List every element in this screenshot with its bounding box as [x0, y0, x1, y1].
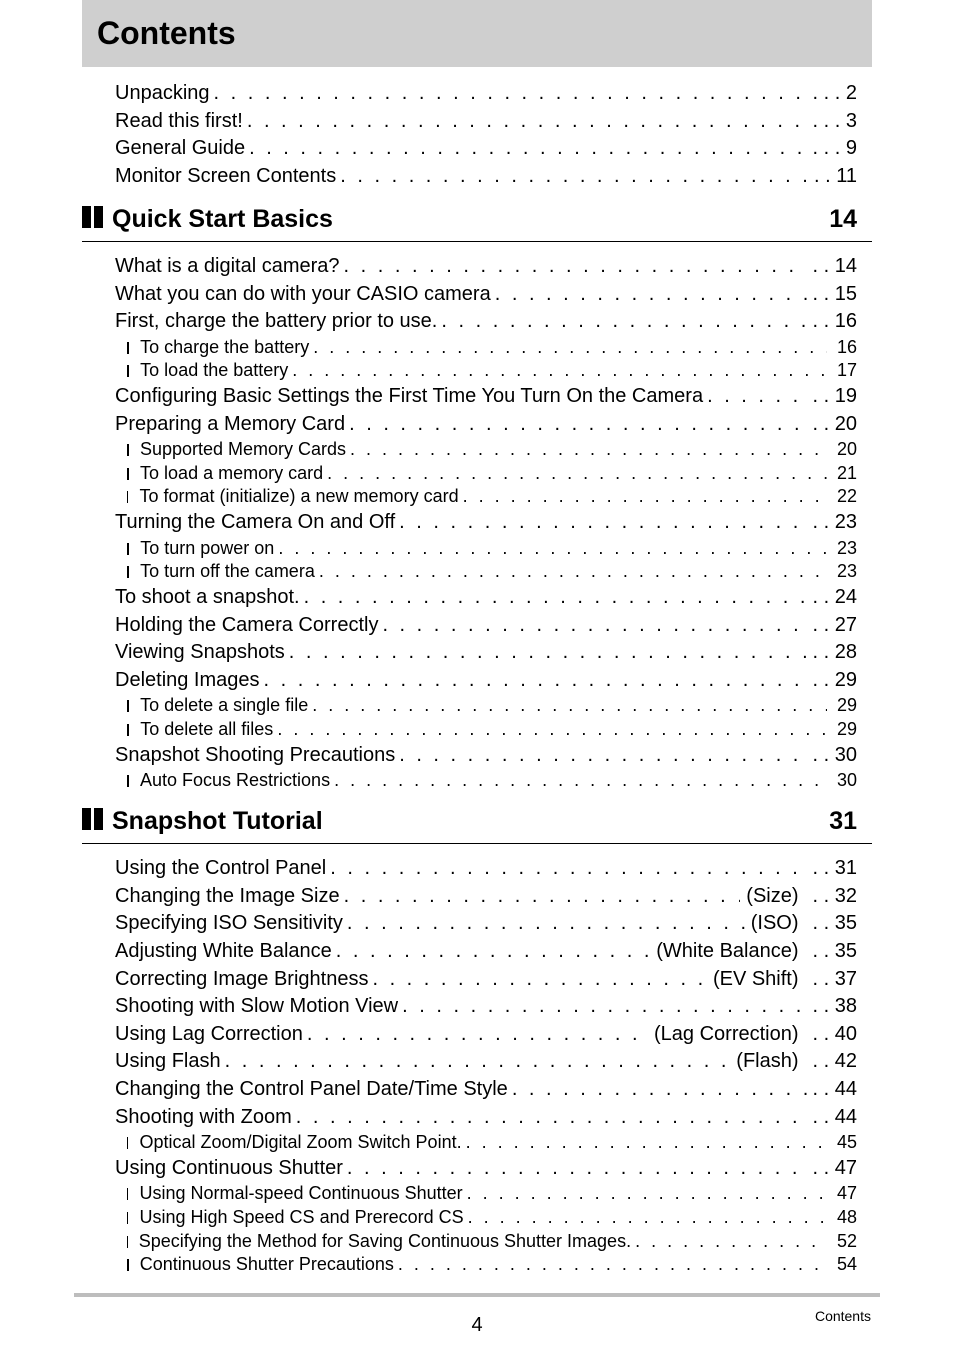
leader-dots — [441, 310, 806, 333]
toc-entry-label: Optical Zoom/Digital Zoom Switch Point. — [139, 1132, 462, 1152]
leader-dots — [372, 968, 706, 991]
toc-entry-label: First, charge the battery prior to use. — [115, 310, 438, 332]
leader-dots — [225, 1050, 731, 1073]
toc-entry-page: . . . 2 — [812, 82, 857, 104]
toc-entry[interactable] — [115, 641, 857, 667]
toc-subentry[interactable] — [127, 486, 857, 508]
toc-subentry[interactable] — [127, 439, 857, 461]
section-marker-icon — [82, 206, 104, 228]
footer-label: Contents — [814, 1308, 871, 1324]
leader-dots — [289, 641, 807, 664]
toc-entry[interactable] — [115, 511, 857, 537]
toc-entry-label: Supported Memory Cards — [139, 439, 347, 459]
bullet-icon — [127, 468, 129, 480]
leader-dots — [292, 360, 827, 381]
leader-dots — [319, 561, 827, 582]
leader-dots — [264, 669, 807, 692]
toc-entry-label: To turn off the camera — [140, 561, 315, 581]
bullet-icon — [127, 342, 129, 354]
toc-entry-page: . . 31 — [812, 857, 857, 879]
toc-subentry[interactable] — [127, 695, 857, 717]
leader-dots — [327, 463, 827, 484]
toc-entry-page: 29 — [836, 719, 857, 739]
leader-dots — [398, 1254, 827, 1275]
bullet-icon — [127, 1236, 128, 1248]
toc-entry-label: Adjusting White Balance — [115, 940, 332, 962]
toc-entry-label: Viewing Snapshots — [115, 641, 285, 663]
toc-entry-label: Holding the Camera Correctly — [115, 614, 379, 636]
leader-dots — [278, 538, 827, 559]
toc-entry-label: What you can do with your CASIO camera — [115, 283, 491, 305]
toc-entry[interactable] — [115, 586, 857, 612]
toc-entry-page: 29 — [836, 695, 857, 715]
toc-entry-label: Using Lag Correction — [115, 1023, 303, 1045]
toc-subentry[interactable] — [127, 1132, 857, 1154]
toc-entry-label: Shooting with Zoom — [115, 1106, 292, 1128]
toc-entry[interactable] — [115, 968, 857, 994]
toc-entry-page: . . 32 — [812, 885, 857, 907]
bullet-icon — [127, 1188, 128, 1200]
toc-entry-function: (Size) — [746, 885, 799, 907]
toc-entry[interactable] — [115, 940, 857, 966]
toc-entry[interactable] — [115, 283, 857, 309]
toc-entry[interactable] — [115, 669, 857, 695]
toc-entry-label: Turning the Camera On and Off — [115, 511, 396, 533]
toc-entry-page: 22 — [836, 486, 857, 506]
leader-dots — [336, 940, 650, 963]
toc-entry-page: . . 11 — [814, 165, 857, 187]
leader-dots — [347, 912, 745, 935]
toc-entry-page: . . 23 — [812, 511, 857, 533]
toc-entry-function: (EV Shift) — [712, 968, 799, 990]
leader-dots — [399, 511, 806, 534]
toc-subentry[interactable] — [127, 770, 857, 792]
leader-dots — [349, 413, 806, 436]
toc-entry-page: 45 — [836, 1132, 857, 1152]
leader-dots — [382, 614, 806, 637]
toc-entry-label: To format (initialize) a new memory card — [139, 486, 459, 506]
toc-entry-label: To turn power on — [140, 538, 275, 558]
toc-entry[interactable] — [115, 885, 857, 911]
bullet-icon — [127, 1212, 128, 1224]
toc-entry-page: 23 — [836, 561, 857, 581]
toc-entry-label: Using Normal-speed Continuous Shutter — [139, 1183, 463, 1203]
leader-dots — [707, 385, 806, 408]
toc-entry-label: Continuous Shutter Precautions — [139, 1254, 394, 1274]
toc-entry-page: 48 — [836, 1207, 857, 1227]
toc-entry-label: Monitor Screen Contents — [115, 165, 337, 187]
toc-entry-function: (White Balance) — [656, 940, 799, 962]
bullet-icon — [127, 491, 128, 503]
toc-entry-label: Using High Speed CS and Prerecord CS — [139, 1207, 464, 1227]
toc-entry-page: . . 14 — [812, 255, 857, 277]
toc-entry-label: Changing the Image Size — [115, 885, 340, 907]
toc-entry-label: General Guide — [115, 137, 246, 159]
toc-entry-page: . . 24 — [812, 586, 857, 608]
toc-entry[interactable] — [115, 912, 857, 938]
leader-dots — [350, 439, 827, 460]
toc-entry-page: 54 — [836, 1254, 857, 1274]
leader-dots — [249, 137, 806, 160]
toc-entry-label: Shooting with Slow Motion View — [115, 995, 399, 1017]
toc-entry[interactable] — [115, 1050, 857, 1076]
toc-entry-page: 52 — [836, 1231, 857, 1251]
toc-entry-page: . . 37 — [812, 968, 857, 990]
toc-entry-label: To delete a single file — [140, 695, 309, 715]
toc-entry-page: . . . 9 — [812, 137, 857, 159]
toc-entry[interactable] — [115, 1078, 857, 1104]
toc-entry-page: . . 47 — [812, 1157, 857, 1179]
toc-entry-page: . . 15 — [812, 283, 857, 305]
leader-dots — [334, 770, 827, 791]
toc-entry[interactable] — [115, 614, 857, 640]
toc-entry-page: . . 44 — [812, 1106, 857, 1128]
leader-dots — [402, 995, 806, 1018]
bullet-icon — [127, 775, 129, 787]
section-title: Snapshot Tutorial — [112, 807, 323, 835]
toc-entry-page: . . 40 — [812, 1023, 857, 1045]
toc-entry-label: Changing the Control Panel Date/Time Style — [115, 1078, 508, 1100]
toc-entry-label: To load a memory card — [140, 463, 324, 483]
toc-entry-function: (Lag Correction) — [654, 1023, 799, 1045]
toc-entry-label: Specifying the Method for Saving Continuous Shutter Images. — [138, 1231, 632, 1251]
toc-entry[interactable] — [115, 110, 857, 136]
section-marker-icon — [82, 808, 104, 830]
toc-entry-page: . . 44 — [812, 1078, 857, 1100]
section-header-snapshot-tutorial[interactable] — [82, 804, 872, 844]
toc-entry[interactable] — [115, 1157, 857, 1183]
leader-dots — [312, 695, 827, 716]
toc-entry-page: 23 — [836, 538, 857, 558]
toc-entry-label: Snapshot Shooting Precautions — [115, 744, 396, 766]
toc-entry-page: 30 — [836, 770, 857, 790]
toc-subentry[interactable] — [127, 561, 857, 583]
toc-subentry[interactable] — [127, 1207, 857, 1229]
header-bar — [82, 0, 872, 67]
toc-entry-label: Specifying ISO Sensitivity — [115, 912, 343, 934]
leader-dots — [214, 82, 807, 105]
toc-entry-page: . . 42 — [812, 1050, 857, 1072]
toc-entry[interactable] — [115, 137, 857, 163]
bullet-icon — [127, 566, 129, 578]
toc-entry-page: 47 — [836, 1183, 857, 1203]
toc-entry[interactable] — [115, 255, 857, 281]
bullet-icon — [127, 1137, 128, 1149]
toc-entry[interactable] — [115, 413, 857, 439]
toc-entry-label: To delete all files — [140, 719, 274, 739]
toc-entry-page: . . 38 — [812, 995, 857, 1017]
toc-entry-page: . . 35 — [812, 912, 857, 934]
leader-dots — [463, 486, 827, 507]
toc-entry-function: (Flash) — [736, 1050, 799, 1072]
leader-dots — [247, 110, 807, 133]
leader-dots — [307, 1023, 648, 1046]
toc-entry[interactable] — [115, 744, 857, 770]
bullet-icon — [127, 724, 129, 736]
toc-entry-page: 20 — [836, 439, 857, 459]
toc-entry-function: (ISO) — [750, 912, 799, 934]
leader-dots — [344, 885, 741, 908]
toc-entry[interactable] — [115, 82, 857, 108]
toc-entry-page: . . 27 — [812, 614, 857, 636]
toc-entry-page: . . 16 — [812, 310, 857, 332]
section-title: Quick Start Basics — [112, 205, 333, 233]
leader-dots — [495, 283, 807, 306]
toc-entry-label: Correcting Image Brightness — [115, 968, 369, 990]
toc-entry-label: To charge the battery — [140, 337, 310, 357]
leader-dots — [468, 1207, 827, 1228]
toc-entry[interactable] — [115, 1106, 857, 1132]
bullet-icon — [127, 444, 129, 456]
toc-subentry[interactable] — [127, 1183, 857, 1205]
toc-entry-page: . . 20 — [812, 413, 857, 435]
toc-subentry[interactable] — [127, 1231, 857, 1253]
toc-entry[interactable] — [115, 995, 857, 1021]
toc-entry-page: . . 35 — [812, 940, 857, 962]
section-page: 31 — [829, 807, 857, 835]
toc-entry-label: To shoot a snapshot. — [115, 586, 300, 608]
toc-entry-label: Auto Focus Restrictions — [140, 770, 331, 790]
toc-entry[interactable] — [115, 857, 857, 883]
leader-dots — [296, 1106, 807, 1129]
bullet-icon — [127, 1259, 129, 1271]
leader-dots — [466, 1132, 827, 1153]
leader-dots — [347, 1157, 807, 1180]
toc-subentry[interactable] — [127, 360, 857, 382]
toc-entry-page: . . . 3 — [812, 110, 857, 132]
toc-entry-page: . . 29 — [812, 669, 857, 691]
toc-entry-page: . . 19 — [812, 385, 857, 407]
toc-entry-page: 16 — [836, 337, 857, 357]
toc-entry-label: Using Continuous Shutter — [115, 1157, 343, 1179]
toc-entry[interactable] — [115, 310, 857, 336]
toc-entry-label: What is a digital camera? — [115, 255, 340, 277]
bullet-icon — [127, 543, 129, 555]
bullet-icon — [127, 365, 129, 377]
toc-subentry[interactable] — [127, 538, 857, 560]
section-header-quick-start-basics[interactable] — [82, 202, 872, 242]
toc-entry-label: Configuring Basic Settings the First Time You Turn On the Camera — [115, 385, 704, 407]
bullet-icon — [127, 700, 129, 712]
leader-dots — [313, 337, 827, 358]
leader-dots — [277, 719, 827, 740]
toc-entry[interactable] — [115, 165, 857, 191]
leader-dots — [304, 586, 807, 609]
toc-entry[interactable] — [115, 1023, 857, 1049]
toc-entry-label: Using the Control Panel — [115, 857, 327, 879]
section-page: 14 — [829, 205, 857, 233]
footer-divider — [74, 1293, 880, 1297]
leader-dots — [330, 857, 806, 880]
page-title: Contents — [97, 15, 236, 51]
toc-entry-page: 21 — [836, 463, 857, 483]
leader-dots — [467, 1183, 827, 1204]
leader-dots — [635, 1231, 827, 1252]
toc-entry-label: Using Flash — [115, 1050, 221, 1072]
leader-dots — [340, 165, 808, 188]
toc-entry-label: Unpacking — [115, 82, 210, 104]
toc-entry[interactable] — [115, 385, 857, 411]
leader-dots — [512, 1078, 807, 1101]
toc-subentry[interactable] — [127, 1254, 857, 1276]
toc-entry-page: . . 30 — [812, 744, 857, 766]
toc-entry-label: To load the battery — [140, 360, 289, 380]
toc-subentry[interactable] — [127, 719, 857, 741]
leader-dots — [344, 255, 807, 278]
toc-entry-label: Deleting Images — [115, 669, 260, 691]
toc-entry-page: 17 — [836, 360, 857, 380]
toc-subentry[interactable] — [127, 337, 857, 359]
toc-subentry[interactable] — [127, 463, 857, 485]
footer-page-number: 4 — [471, 1314, 483, 1336]
toc-entry-label: Read this first! — [115, 110, 243, 132]
leader-dots — [399, 744, 806, 767]
toc-entry-page: . . 28 — [812, 641, 857, 663]
toc-entry-label: Preparing a Memory Card — [115, 413, 346, 435]
